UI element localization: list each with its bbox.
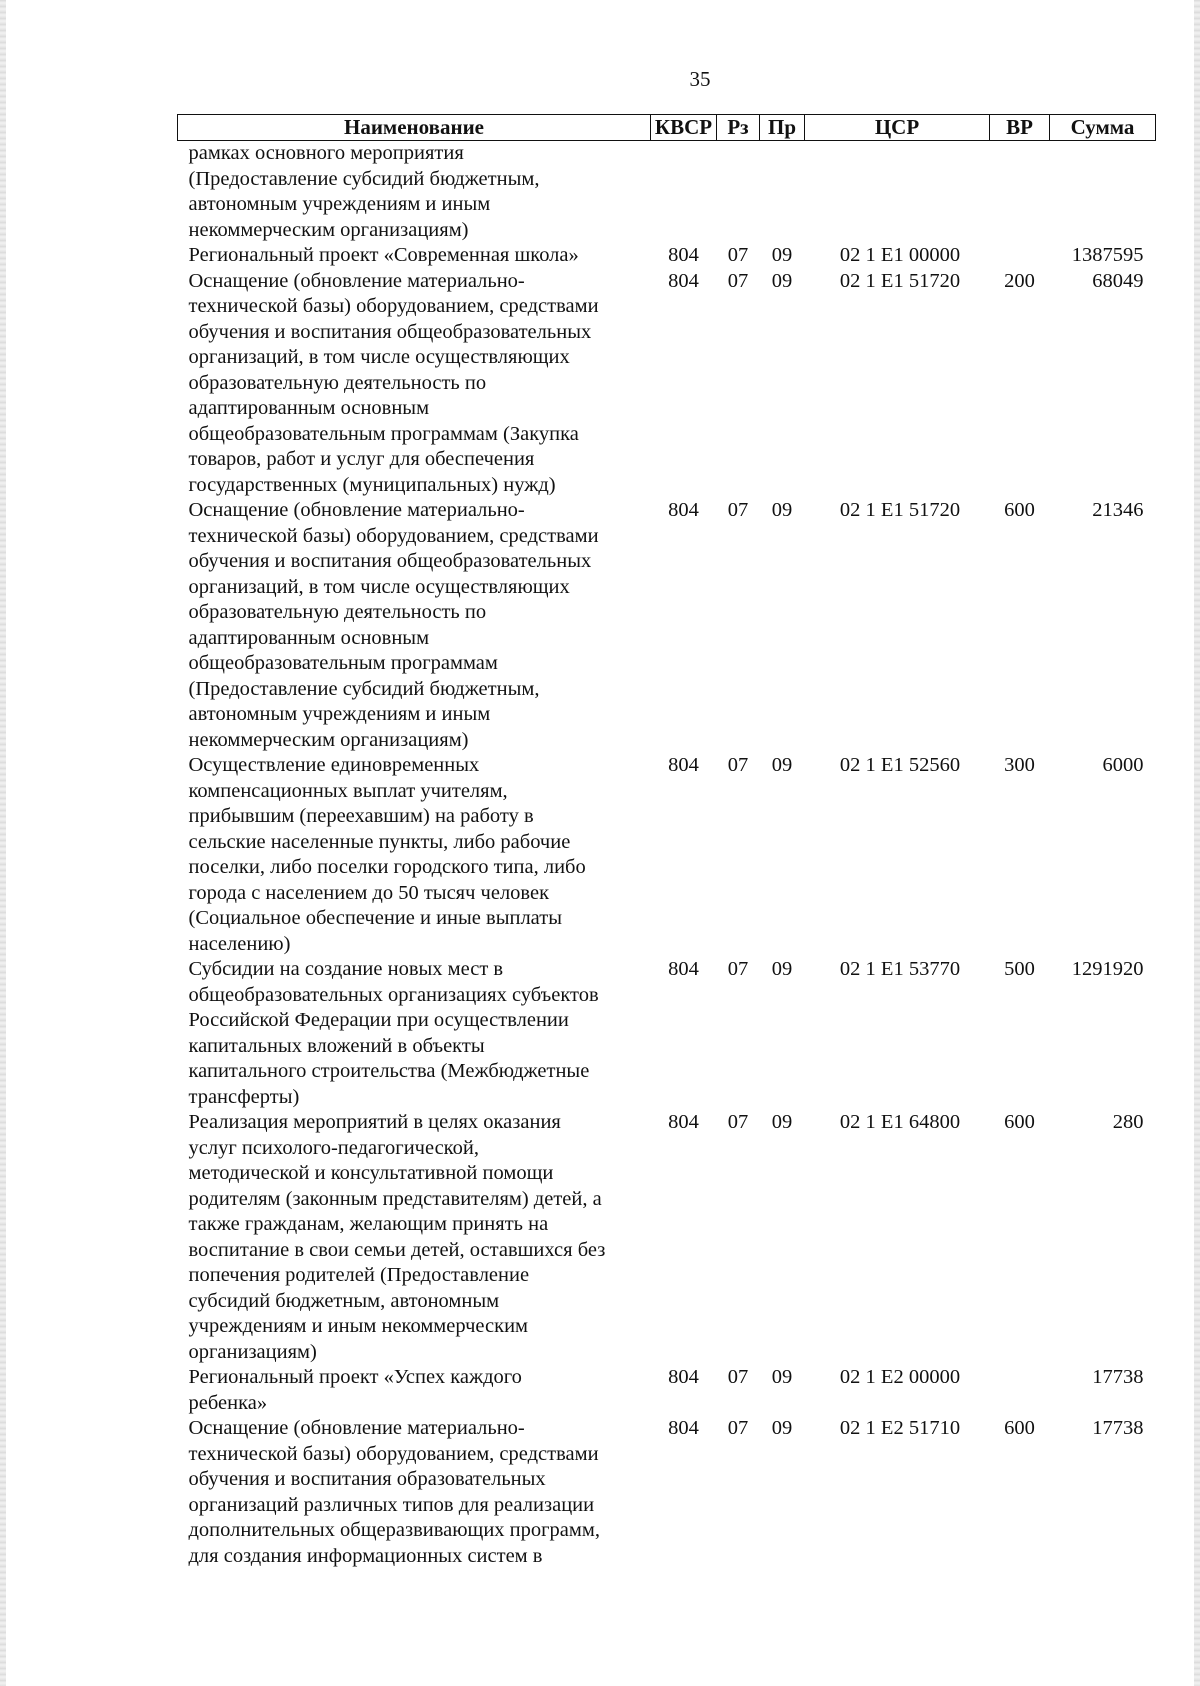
row-csr: 02 1 E1 51720 xyxy=(839,269,961,292)
row-vr: 200 xyxy=(1004,269,1035,292)
row-csr: 02 1 E1 51720 xyxy=(839,499,961,521)
row-vr: 600 xyxy=(1004,1111,1035,1133)
row-vr: 300 xyxy=(1004,754,1035,776)
header-sum: Сумма xyxy=(1050,115,1156,141)
row-name: рамках основного мероприятия (Предоставление субсидий бюджетным, автономным учреждениям и иным некоммерческим организациям) xyxy=(188,142,540,241)
row-vr: 600 xyxy=(1004,1417,1035,1439)
row-pr: 09 xyxy=(771,958,793,980)
row-csr: 02 1 E1 53770 xyxy=(839,958,961,980)
row-rz: 07 xyxy=(727,1417,749,1439)
row-vr xyxy=(990,1365,1050,1416)
row-rz xyxy=(717,141,760,244)
row-kvsr: 804 xyxy=(668,499,699,521)
row-pr: 09 xyxy=(771,1111,793,1133)
row-pr: 09 xyxy=(771,1366,793,1388)
header-rz: Рз xyxy=(717,115,760,141)
header-pr: Пр xyxy=(760,115,805,141)
row-name: Оснащение (обновление материально- технической базы) оборудованием, средствами обучения и воспитания образовательных организаций различных типов для реализации дополнительных общеразвивающих программ, для создания информационных систем в xyxy=(188,1417,600,1567)
row-name: Осуществление единовременных компенсационных выплат учителям, прибывшим (переехавшим) на работу в сельские населенные пункты, либо рабочие поселки, либо поселки городского типа, либо города с населением до 50 тысяч человек (Социальное обеспечение и иные выплаты населению) xyxy=(188,754,586,955)
row-kvsr: 804 xyxy=(668,754,699,776)
header-name: Наименование xyxy=(178,115,651,141)
header-kvsr: КВСР xyxy=(651,115,717,141)
row-pr: 09 xyxy=(771,754,793,776)
row-pr: 09 xyxy=(771,1417,793,1439)
row-pr xyxy=(760,141,805,244)
row-vr xyxy=(990,141,1050,244)
row-sum: 68049 xyxy=(1092,269,1144,292)
row-rz: 07 xyxy=(727,244,749,266)
table-row xyxy=(178,243,1156,269)
row-rz: 07 xyxy=(727,269,749,292)
row-name: Субсидии на создание новых мест в общеобразовательных организациях субъектов Российской Федерации при осуществлении капитальных вложений в объекты капитального строительства (Межбюджетные трансферты) xyxy=(188,958,599,1108)
row-kvsr: 804 xyxy=(668,1111,699,1133)
row-name: Оснащение (обновление материально- технической базы) оборудованием, средствами обучения и воспитания общеобразовательных организаций, в том числе осуществляющих образовательную деятельность по адаптированным основным общеобразовательным программам (Закупка товаров, работ и услуг для обеспечения государственных (муниципальных) нужд) xyxy=(188,269,599,496)
row-pr: 09 xyxy=(771,499,793,521)
page-number: 35 xyxy=(689,67,711,91)
row-kvsr: 804 xyxy=(668,1417,699,1439)
row-sum: 21346 xyxy=(1092,499,1144,521)
row-sum: 280 xyxy=(1112,1111,1144,1133)
table-row xyxy=(178,498,1156,753)
row-kvsr: 804 xyxy=(668,269,699,292)
row-rz: 07 xyxy=(727,1366,749,1388)
row-csr: 02 1 E2 00000 xyxy=(839,1366,961,1388)
table-row xyxy=(178,141,1156,244)
row-kvsr: 804 xyxy=(668,1366,699,1388)
table-row xyxy=(178,1365,1156,1416)
row-kvsr: 804 xyxy=(668,958,699,980)
row-sum: 17738 xyxy=(1092,1366,1144,1388)
scan-edge-right xyxy=(1194,0,1200,1686)
table-header-row xyxy=(178,115,1156,141)
row-rz: 07 xyxy=(727,1111,749,1133)
row-vr xyxy=(990,243,1050,269)
table-row xyxy=(178,753,1156,957)
row-vr: 500 xyxy=(1004,958,1035,980)
table-body xyxy=(178,141,1156,1570)
row-pr: 09 xyxy=(771,244,793,266)
scan-edge-left xyxy=(0,0,6,1686)
header-vr: ВР xyxy=(990,115,1050,141)
table-row xyxy=(178,1416,1156,1569)
row-rz: 07 xyxy=(727,958,749,980)
row-kvsr xyxy=(651,141,717,244)
row-sum: 1291920 xyxy=(1071,958,1144,980)
row-vr: 600 xyxy=(1004,499,1035,521)
row-sum: 17738 xyxy=(1092,1417,1144,1439)
row-rz: 07 xyxy=(727,754,749,776)
row-csr: 02 1 E1 64800 xyxy=(839,1111,961,1133)
row-sum xyxy=(1050,141,1156,244)
row-csr: 02 1 E2 51710 xyxy=(839,1417,961,1439)
table-row xyxy=(178,957,1156,1110)
budget-table xyxy=(177,114,1156,1569)
header-csr: ЦСР xyxy=(805,115,990,141)
row-rz: 07 xyxy=(727,499,749,521)
table-row xyxy=(178,1110,1156,1365)
row-name: Региональный проект «Успех каждого ребенка» xyxy=(188,1366,522,1414)
row-csr: 02 1 E1 00000 xyxy=(839,244,961,266)
row-sum: 1387595 xyxy=(1071,244,1144,266)
row-name: Оснащение (обновление материально- технической базы) оборудованием, средствами обучения и воспитания общеобразовательных организаций, в том числе осуществляющих образовательную деятельность по адаптированным основным общеобразовательным программам (Предоставление субсидий бюджетным, автономным учреждениям и иным некоммерческим организациям) xyxy=(188,499,599,751)
row-kvsr: 804 xyxy=(668,244,699,266)
row-name: Региональный проект «Современная школа» xyxy=(188,244,579,266)
row-name: Реализация мероприятий в целях оказания услуг психолого-педагогической, методической и консультативной помощи родителям (законным представителям) детей, а также гражданам, желающим принять на воспитание в свои семьи детей, оставшихся без попечения родителей (Предоставление субсидий бюджетным, автономным учреждениям и иным некоммерческим организациям) xyxy=(188,1111,606,1363)
row-csr: 02 1 E1 52560 xyxy=(839,754,961,776)
table-row xyxy=(178,269,1156,499)
row-csr xyxy=(805,141,990,244)
row-pr: 09 xyxy=(771,269,793,292)
row-sum: 6000 xyxy=(1102,754,1144,776)
